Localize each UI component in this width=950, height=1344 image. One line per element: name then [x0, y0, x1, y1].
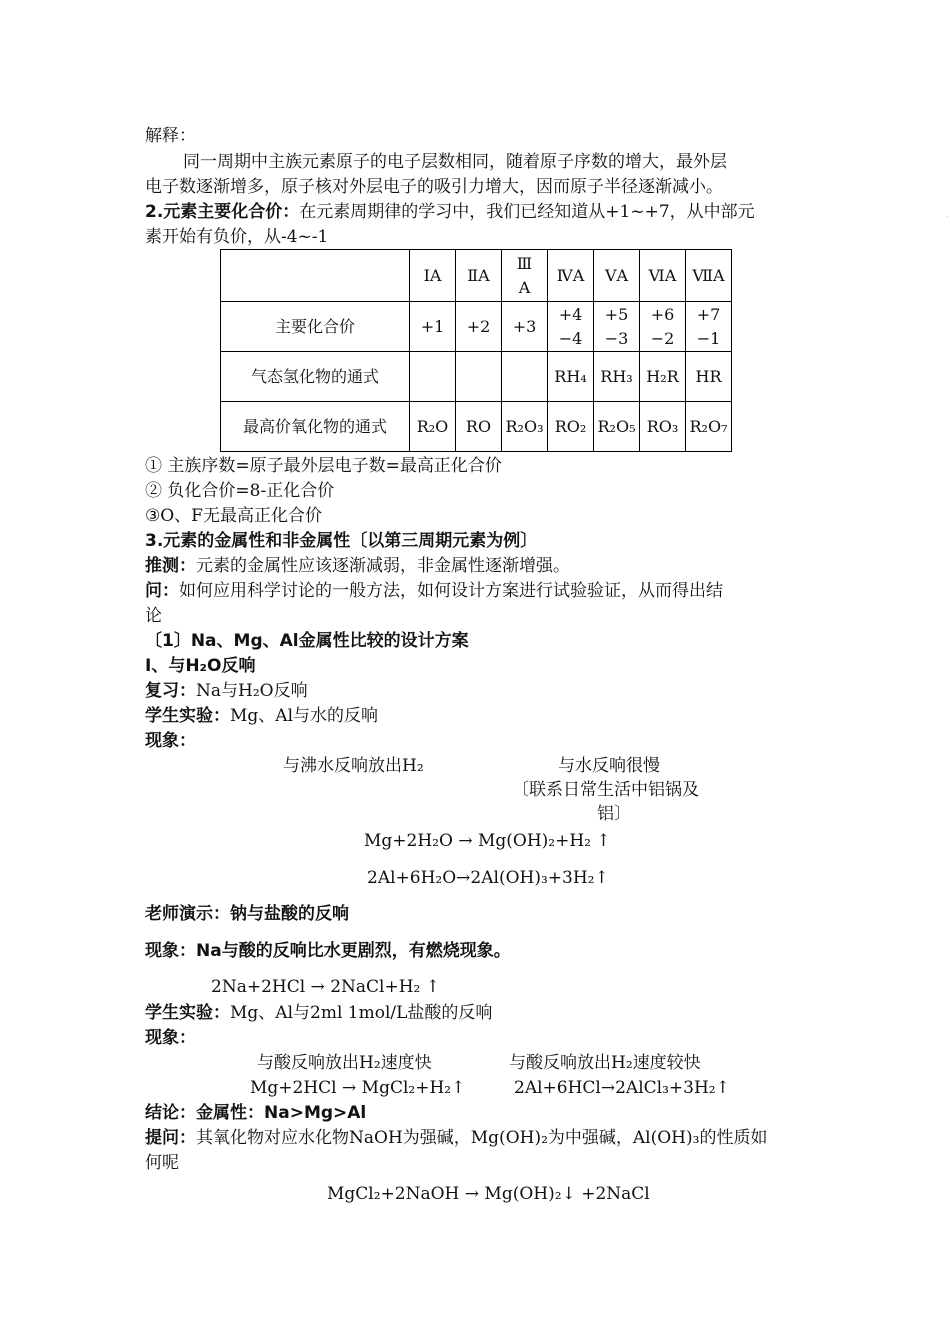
section-2-text: 在元素周期律的学习中，我们已经知道从+1~+7，从中部元 [299, 202, 755, 222]
experiment-2-line [145, 1001, 492, 1025]
table-cell: +1 [410, 302, 456, 352]
table-cell: +7 −1 [686, 302, 732, 352]
equation-4: Mg+2HCl → MgCl₂+H₂↑ [250, 1078, 466, 1098]
phenomenon-note-2: 铝〕 [597, 804, 631, 824]
table-cell: RH₃ [594, 352, 640, 402]
review-text: Na与H₂O反响 [196, 681, 308, 701]
phenomenon-mg: 与沸水反响放出H₂ [283, 756, 424, 776]
table-cell: H₂R [640, 352, 686, 402]
row-label: 最高价氧化物的通式 [221, 402, 410, 452]
phenomenon-al-acid: 与酸反响放出H₂速度较快 [509, 1053, 701, 1073]
table-cell [221, 250, 410, 302]
header-cell: ⅣA [548, 250, 594, 302]
experiment-2-text: Mg、Al与2ml 1mol/L盐酸的反响 [230, 1003, 493, 1023]
question-line-2: 论 [145, 606, 162, 626]
review-label: 复习： [145, 681, 196, 701]
ask-label: 提问： [145, 1128, 196, 1148]
table-cell [456, 352, 502, 402]
phenomenon-note: 〔联系日常生活中铝锅及 [512, 780, 699, 800]
experiment-1-label: 学生实验： [145, 706, 230, 726]
conclusion-line: 结论：金属性：Na>Mg>Al [145, 1103, 367, 1123]
header-cell: ⅦA [686, 250, 732, 302]
experiment-1-line [145, 704, 378, 728]
phenomenon-al: 与水反响很慢 [558, 756, 660, 776]
header-cell: ⅤA [594, 250, 640, 302]
note-2: ② 负化合价=8-正化合价 [145, 481, 335, 501]
table-cell: +5 −3 [594, 302, 640, 352]
table-cell: R₂O₅ [594, 402, 640, 452]
note-1: ① 主族序数=原子最外层电子数=最高正化合价 [145, 456, 502, 476]
margin-mark: . [946, 212, 948, 219]
section-2-title: 2.元素主要化合价： [145, 202, 300, 222]
table-row [221, 250, 732, 302]
table-cell: R₂O [410, 402, 456, 452]
teacher-demo-heading: 老师演示：钠与盐酸的反响 [145, 904, 349, 924]
section-3-heading: 3.元素的金属性和非金属性〔以第三周期元素为例〕 [145, 531, 538, 551]
paragraph-line: 素开始有负价，从-4~-1 [145, 227, 329, 247]
guess-text: 元素的金属性应该逐渐减弱，非金属性逐渐增强。 [196, 556, 570, 576]
table-cell: RO₃ [640, 402, 686, 452]
table-cell: R₂O₃ [502, 402, 548, 452]
subsection-1-heading: 〔1〕Na、Mg、Al金属性比较的设计方案 [145, 631, 469, 651]
ask-text: 其氧化物对应水化物NaOH为强碱，Mg(OH)₂为中强碱，Al(OH)₃的性质如 [196, 1128, 768, 1148]
guess-line [145, 554, 570, 578]
table-cell: +6 −2 [640, 302, 686, 352]
demo-phenomenon: 现象：Na与酸的反响比水更剧烈，有燃烧现象。 [145, 941, 511, 961]
table-cell: R₂O₇ [686, 402, 732, 452]
question-line [145, 579, 723, 603]
header-cell: ⅥA [640, 250, 686, 302]
table-row [221, 402, 732, 452]
guess-label: 推测： [145, 556, 196, 576]
row-label: 气态氢化物的通式 [221, 352, 410, 402]
table-cell: RH₄ [548, 352, 594, 402]
question-label: 问： [145, 581, 179, 601]
ask-line-2: 何呢 [145, 1153, 179, 1173]
phenomenon-mg-acid: 与酸反响放出H₂速度快 [257, 1053, 432, 1073]
paragraph-line: 电子数逐渐增多，原子核对外层电子的吸引力增大，因而原子半径逐渐减小。 [145, 177, 723, 197]
note-3: ③O、F无最高正化合价 [145, 506, 322, 526]
table-row [221, 302, 732, 352]
equation-5: 2Al+6HCl→2AlCl₃+3H₂↑ [514, 1078, 730, 1098]
table-cell: +3 [502, 302, 548, 352]
table-cell [502, 352, 548, 402]
table-cell: RO₂ [548, 402, 594, 452]
equation-2: 2Al+6H₂O→2Al(OH)₃+3H₂↑ [367, 868, 609, 888]
label-explain: 解释： [145, 126, 196, 146]
table-cell: +4 −4 [548, 302, 594, 352]
valence-table [220, 249, 732, 452]
row-label: 主要化合价 [221, 302, 410, 352]
table-cell: HR [686, 352, 732, 402]
equation-6: MgCl₂+2NaOH → Mg(OH)₂↓ +2NaCl [327, 1184, 650, 1204]
experiment-1-text: Mg、Al与水的反响 [230, 706, 379, 726]
header-cell: ⅡA [456, 250, 502, 302]
table-cell: +2 [456, 302, 502, 352]
section-2-heading [145, 200, 755, 224]
question-text: 如何应用科学讨论的一般方法，如何设计方案进行试验验证，从而得出结 [179, 581, 723, 601]
review-line [145, 679, 308, 703]
table-cell [410, 352, 456, 402]
subsection-1a-heading: Ⅰ、与H₂O反响 [145, 656, 256, 676]
paragraph-line: 同一周期中主族元素原子的电子层数相同，随着原子序数的增大，最外层 [183, 152, 727, 172]
equation-1: Mg+2H₂O → Mg(OH)₂+H₂ ↑ [364, 831, 611, 851]
experiment-2-label: 学生实验： [145, 1003, 230, 1023]
phenomenon-label: 现象： [145, 731, 196, 751]
equation-3: 2Na+2HCl → 2NaCl+H₂ ↑ [211, 977, 441, 997]
table-cell: RO [456, 402, 502, 452]
phenomenon-label-2: 现象： [145, 1028, 196, 1048]
header-cell: Ⅲ A [502, 250, 548, 302]
header-cell: ⅠA [410, 250, 456, 302]
ask-line [145, 1126, 767, 1150]
table-row [221, 352, 732, 402]
